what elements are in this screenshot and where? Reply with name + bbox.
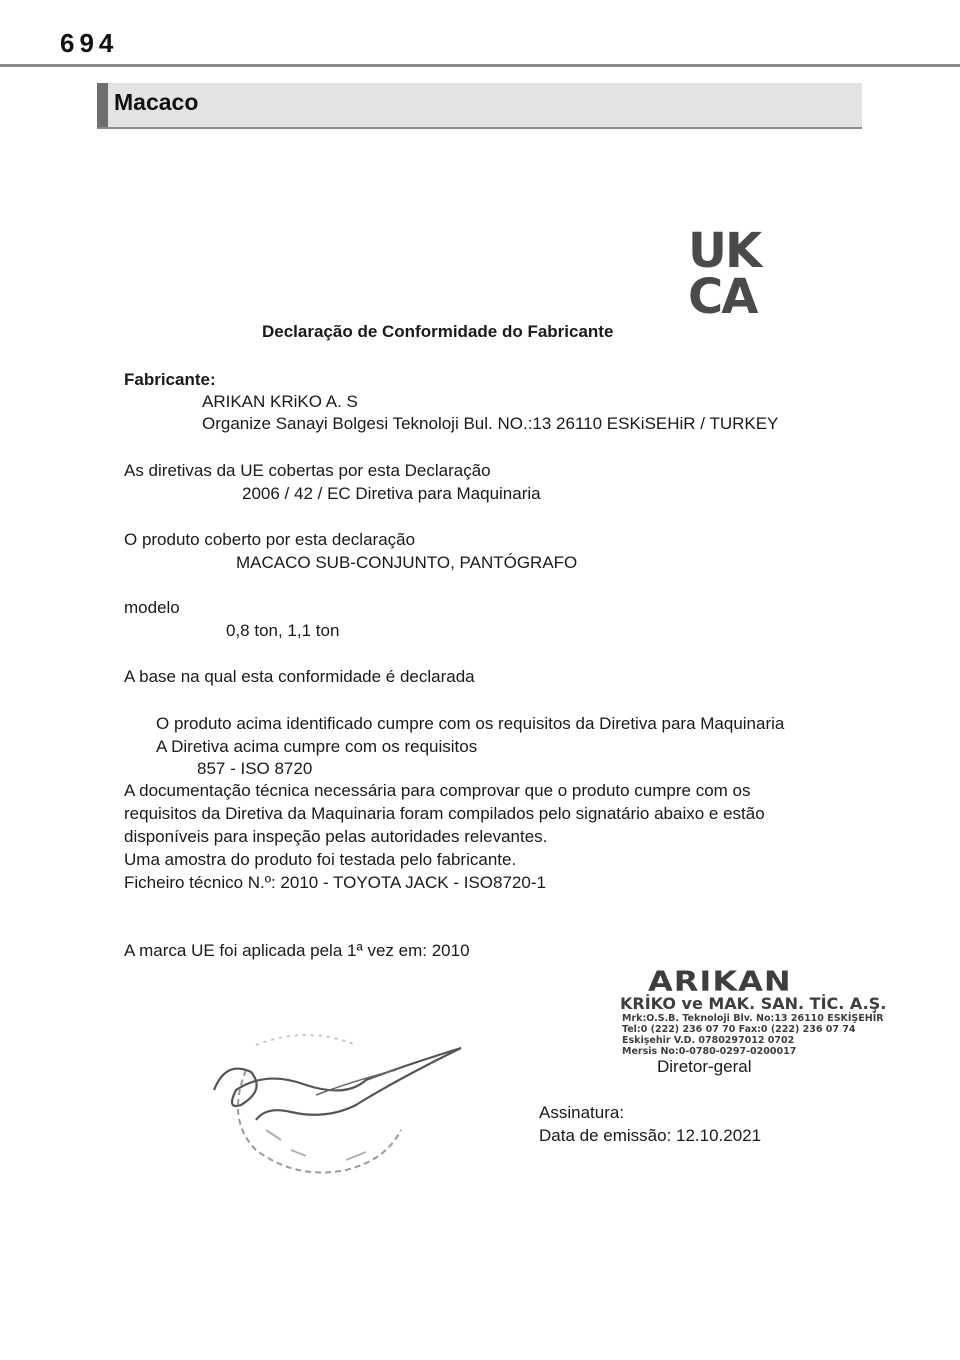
- model-value: 0,8 ton, 1,1 ton: [226, 621, 340, 640]
- section-header: [97, 83, 862, 129]
- top-rule-divider: [0, 64, 960, 67]
- manufacturer-name: ARIKAN KRiKO A. S: [202, 392, 358, 411]
- stamp-phone: Tel:0 (222) 236 07 70 Fax:0 (222) 236 07 74: [622, 1024, 856, 1035]
- issue-date: Data de emissão: 12.10.2021: [539, 1126, 762, 1145]
- directives-label: As diretivas da UE cobertas por esta Declaração: [124, 461, 491, 480]
- basis-line-1: O produto acima identificado cumpre com os requisitos da Diretiva para Maquinaria: [156, 714, 785, 733]
- section-title: Macaco: [114, 89, 199, 115]
- stamp-address: Mrk:O.S.B. Teknoloji Blv. No:13 26110 ESKİŞEHİR: [622, 1013, 884, 1024]
- basis-line-2: A Diretiva acima cumpre com os requisitos: [156, 737, 478, 756]
- directive-value: 2006 / 42 / EC Diretiva para Maquinaria: [242, 484, 541, 503]
- page-number: 694: [60, 28, 119, 58]
- section-header-accent-bar: [97, 83, 108, 127]
- stamp-mersis: Mersis No:0-0780-0297-0200017: [622, 1046, 797, 1057]
- product-value: MACACO SUB-CONJUNTO, PANTÓGRAFO: [236, 553, 578, 572]
- product-label: O produto coberto por esta declaração: [124, 530, 416, 549]
- manufacturer-address: Organize Sanayi Bolgesi Teknoloji Bul. NO.:13 26110 ESKiSEHiR / TURKEY: [202, 414, 779, 433]
- technical-file: Ficheiro técnico N.º: 2010 - TOYOTA JACK - ISO8720-1: [124, 873, 546, 892]
- standard-value: 857 - ISO 8720: [197, 759, 313, 778]
- ukca-mark-icon: [688, 223, 788, 325]
- model-label: modelo: [124, 598, 180, 617]
- stamp-company-name: ARIKAN: [648, 964, 792, 998]
- documentation-line-1: A documentação técnica necessária para comprovar que o produto cumpre com os: [124, 781, 751, 800]
- signer-title: Diretor-geral: [657, 1057, 752, 1076]
- stamp-tax-office: Eskişehir V.D. 0780297012 0702: [622, 1035, 795, 1046]
- documentation-line-2: requisitos da Diretiva da Maquinaria foram compilados pelo signatário abaixo e estão: [124, 804, 765, 823]
- ukca-mark-line-2: CA: [688, 269, 757, 325]
- manufacturer-label: Fabricante:: [124, 370, 216, 389]
- ce-mark-statement: A marca UE foi aplicada pela 1ª vez em: 2010: [124, 941, 470, 960]
- signature-seal-image: [196, 1010, 506, 1185]
- signature-label: Assinatura:: [539, 1103, 625, 1122]
- documentation-line-3: disponíveis para inspeção pelas autoridades relevantes.: [124, 827, 548, 846]
- ukca-mark-line-1: UK: [688, 223, 761, 279]
- basis-label: A base na qual esta conformidade é declarada: [124, 667, 475, 686]
- company-stamp-logo: [618, 962, 887, 1057]
- sample-statement: Uma amostra do produto foi testada pelo fabricante.: [124, 850, 517, 869]
- declaration-title: Declaração de Conformidade do Fabricante: [262, 322, 614, 341]
- stamp-company-line: KRİKO ve MAK. SAN. TİC. A.Ş.: [620, 994, 887, 1013]
